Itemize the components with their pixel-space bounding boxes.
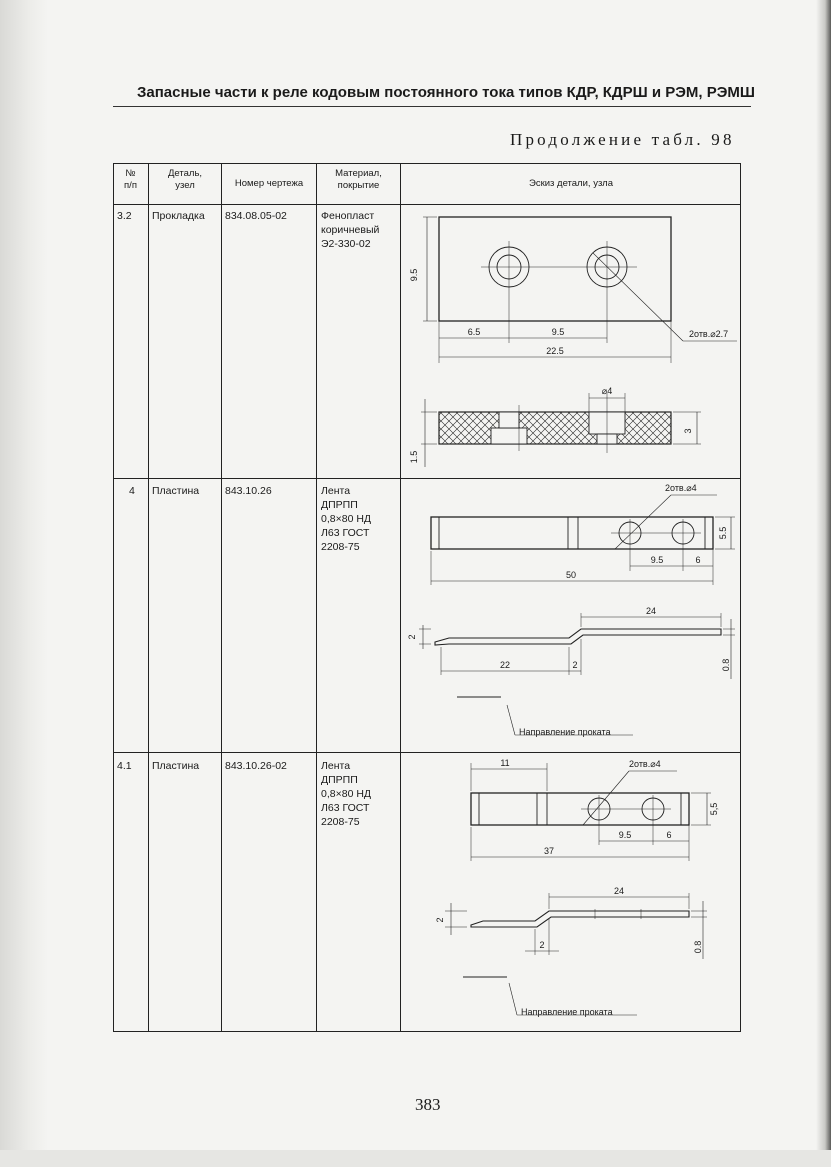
detail-name: Прокладка [152,210,205,222]
dim-edge: 6 [695,555,701,565]
dim-bent: 22 [499,660,511,670]
page-number: 383 [415,1095,441,1114]
dim-height: 9.5 [409,268,419,282]
dim-length: 50 [565,570,577,580]
dim-straight: 24 [613,886,625,896]
row-number: 4 [129,485,135,497]
dim-height: 5,5 [709,802,719,816]
dim-pitch: 9.5 [618,830,632,840]
rolling-direction-label: Направление проката [519,727,611,737]
gasket-plan-outline [439,217,671,321]
page-scan-shadow [0,0,48,1167]
dim-straight: 24 [645,606,657,616]
col-header-detail: Деталь, узел [167,168,203,191]
page-scan-edge [816,0,831,1167]
drawing-number: 843.10.26 [225,485,272,497]
dim-thickness: 0.8 [721,658,731,672]
dim-offset: 2 [435,917,445,923]
col-header-no: № п/п [124,168,137,191]
plate-short-drawing [401,753,741,1032]
dim-step: 2 [572,660,578,670]
drawing-number: 834.08.05-02 [225,210,287,222]
dim-height: 5.5 [718,526,728,540]
col-header-material: Материал, покрытие [335,168,382,191]
header-rule [113,106,751,107]
dim-thickness: 1.5 [409,450,419,464]
col-divider [316,163,317,1032]
gasket-drawing [401,205,741,478]
row-number: 4.1 [117,760,132,772]
dim-holes: 2отв.⌀2.7 [689,329,729,339]
dim-step: 2 [539,940,545,950]
drawing-number: 843.10.26-02 [225,760,287,772]
dim-offset: 2 [407,634,417,640]
dim-pitch: 9.5 [551,327,565,337]
material-text: Лента ДПРПП 0,8×80 НД Л63 ГОСТ 2208-75 [321,485,372,553]
page-bottom-band [0,1150,831,1167]
dim-thickness-2: 3 [683,428,693,434]
dim-length: 22.5 [546,346,564,356]
page-header: Запасные части к реле кодовым постоянного тока типов КДР, КДРШ и РЭМ, РЭМШ [137,84,756,101]
dim-thickness: 0.8 [693,940,703,954]
rolling-direction-label: Направление проката [521,1007,613,1017]
row-number: 3.2 [117,210,132,222]
plate-profile [435,629,721,645]
col-header-sketch: Эскиз детали, узла [528,178,614,189]
dim-bore: ⌀4 [601,386,613,396]
table-continuation: Продолжение табл. 98 [510,130,735,149]
plate-drawing [401,479,741,752]
dim-holes: 2отв.⌀4 [665,483,697,493]
material-text: Лента ДПРПП 0,8×80 НД Л63 ГОСТ 2208-75 [321,760,372,828]
col-divider [148,163,149,1032]
plate-profile [471,911,689,927]
dim-pitch: 9.5 [650,555,664,565]
detail-name: Пластина [152,485,200,497]
col-header-drawing: Номер чертежа [234,178,304,189]
dim-end: 11 [500,758,510,768]
dim-length: 37 [543,846,555,856]
detail-name: Пластина [152,760,200,772]
dim-offset: 6.5 [467,327,481,337]
dim-holes: 2отв.⌀4 [629,759,661,769]
material-text: Фенопласт коричневый Э2-330-02 [321,210,380,250]
dim-edge: 6 [666,830,672,840]
col-divider [221,163,222,1032]
